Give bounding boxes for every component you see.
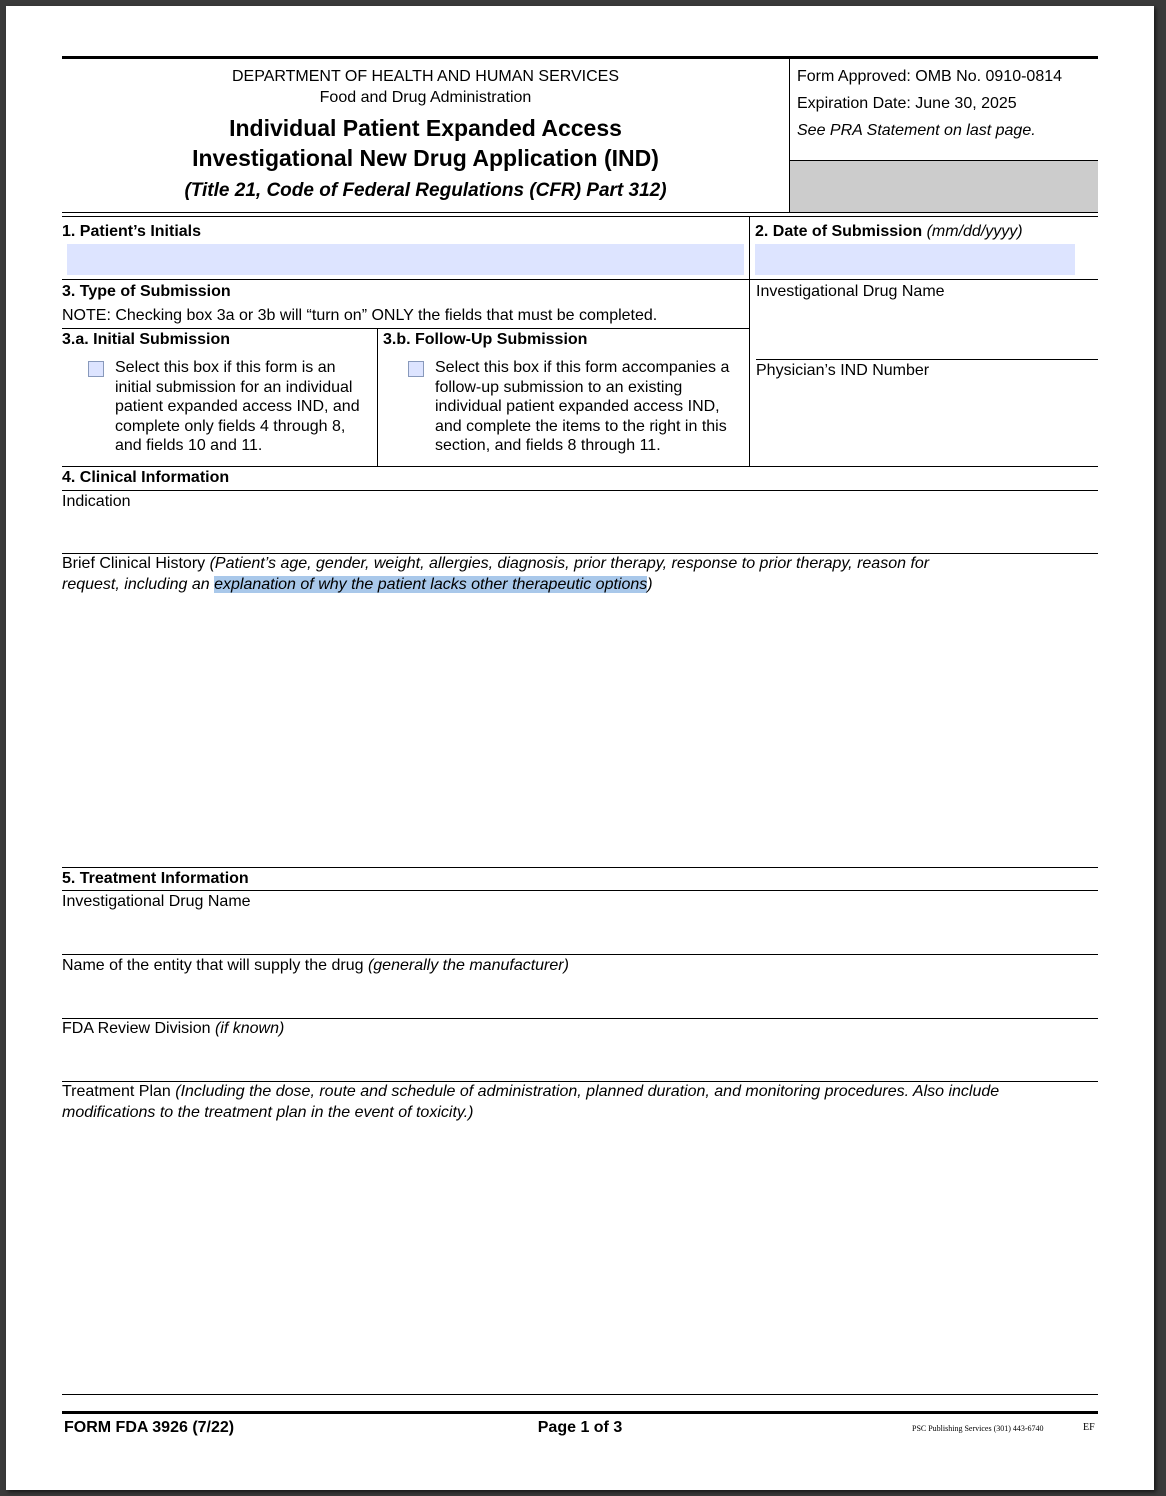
patient-initials-label: 1. Patient’s Initials <box>62 223 202 240</box>
clinical-history-hint-a: (Patient’s age, gender, weight, allergies, diagnosis, prior therapy, response to prior therapy, reason for <box>209 555 930 572</box>
form-subtitle: (Title 21, Code of Federal Regulations (CFR) Part 312) <box>184 180 667 201</box>
row-3-bottom-rule <box>62 466 1098 467</box>
physician-ind-field[interactable] <box>756 383 1096 463</box>
physician-ind-label: Physician’s IND Number <box>756 362 930 379</box>
treatment-info-rule <box>62 890 1098 891</box>
followup-submission-checkbox[interactable] <box>408 361 424 377</box>
right-column-divider <box>749 217 750 466</box>
followup-submission-instructions: Select this box if this form accompanies a follow-up submission to an existing individual patient expanded access IND, and complete the items to the right in this section, and fields 8 through 11. <box>435 359 730 454</box>
submission-date-hint: (mm/dd/yyyy) <box>926 223 1023 240</box>
initial-submission-checkbox[interactable] <box>88 361 104 377</box>
submission-type-label: 3. Type of Submission <box>62 283 231 300</box>
division-field[interactable] <box>62 1041 1098 1079</box>
form-title-line1: Individual Patient Expanded Access <box>229 115 622 141</box>
form-number: FORM FDA 3926 (7/22) <box>64 1419 235 1436</box>
expiration-date: Expiration Date: June 30, 2025 <box>797 95 1017 112</box>
entity-label: Name of the entity that will supply the drug <box>62 957 364 974</box>
clinical-history-label: Brief Clinical History <box>62 555 206 572</box>
entity-label-row <box>62 956 569 976</box>
entity-field[interactable] <box>62 978 1098 1016</box>
section-5-top-rule <box>62 867 1098 868</box>
clinical-info-rule <box>62 490 1098 491</box>
treatment-info-label: 5. Treatment Information <box>62 870 249 887</box>
entity-hint: (generally the manufacturer) <box>367 957 569 974</box>
footer-rule <box>62 1411 1098 1414</box>
department-name: DEPARTMENT OF HEALTH AND HUMAN SERVICES <box>231 68 620 85</box>
division-label: FDA Review Division <box>62 1020 211 1037</box>
section-3-subheader-rule <box>62 328 749 329</box>
page-number: Page 1 of 3 <box>537 1419 623 1436</box>
followup-submission-label: 3.b. Follow-Up Submission <box>383 331 588 348</box>
initial-submission-label: 3.a. Initial Submission <box>62 331 231 348</box>
indication-label: Indication <box>62 493 131 510</box>
clinical-history-line2 <box>62 575 653 595</box>
drug-name-field[interactable] <box>62 914 1098 952</box>
pra-statement-note: See PRA Statement on last page. <box>797 122 1036 139</box>
form-title-line2: Investigational New Drug Application (IND) <box>192 145 659 171</box>
header-bottom-rule-1 <box>62 212 1098 213</box>
form-page <box>6 6 1154 1490</box>
division-hint: (if known) <box>214 1020 285 1037</box>
right-drug-name-field[interactable] <box>756 304 1096 358</box>
publisher-credit: PSC Publishing Services (301) 443-6740 <box>912 1424 1044 1433</box>
clinical-history-line1 <box>62 554 929 574</box>
section-5-bottom-rule <box>62 1394 1098 1395</box>
ef-mark: EF <box>1083 1422 1095 1433</box>
initial-submission-instructions: Select this box if this form is an initial submission for an individual patient expanded access IND, and complete only fields 4 through 8, and fields 10 and 11. <box>115 359 360 454</box>
header-bottom-rule-2 <box>62 216 1098 217</box>
submission-date-label-text: 2. Date of Submission <box>755 223 923 240</box>
division-label-row <box>62 1019 284 1039</box>
right-drug-name-label: Investigational Drug Name <box>756 283 945 300</box>
plan-hint-a: (Including the dose, route and schedule of administration, planned duration, and monitoring procedures. Also include <box>175 1083 1000 1100</box>
section-3-column-divider <box>377 328 378 466</box>
top-rule <box>62 56 1098 59</box>
row-1-bottom-rule <box>62 279 1098 280</box>
plan-hint-b: modifications to the treatment plan in the event of toxicity.) <box>62 1104 474 1121</box>
plan-line1 <box>62 1082 999 1102</box>
plan-label: Treatment Plan <box>62 1083 171 1100</box>
patient-initials-field[interactable] <box>67 244 744 275</box>
omb-number: Form Approved: OMB No. 0910-0814 <box>797 68 1063 85</box>
indication-field[interactable] <box>62 514 1098 552</box>
selected-text-highlight[interactable]: explanation of why the patient lacks other therapeutic options <box>214 576 648 593</box>
agency-name: Food and Drug Administration <box>319 89 532 106</box>
clinical-history-hint-end: ) <box>647 576 653 593</box>
treatment-plan-field[interactable] <box>62 1128 1098 1392</box>
clinical-info-label: 4. Clinical Information <box>62 469 230 486</box>
submission-date-field[interactable] <box>755 244 1075 275</box>
drug-name-label: Investigational Drug Name <box>62 893 251 910</box>
clinical-history-hint-b: request, including an <box>62 576 210 593</box>
clinical-history-field[interactable] <box>62 600 1098 866</box>
right-drug-name-rule <box>756 359 1098 360</box>
drug-name-rule <box>62 954 1098 955</box>
header-gray-box <box>790 161 1098 212</box>
submission-type-note: NOTE: Checking box 3a or 3b will “turn on” ONLY the fields that must be completed. <box>62 307 658 324</box>
submission-date-label <box>755 222 1023 242</box>
